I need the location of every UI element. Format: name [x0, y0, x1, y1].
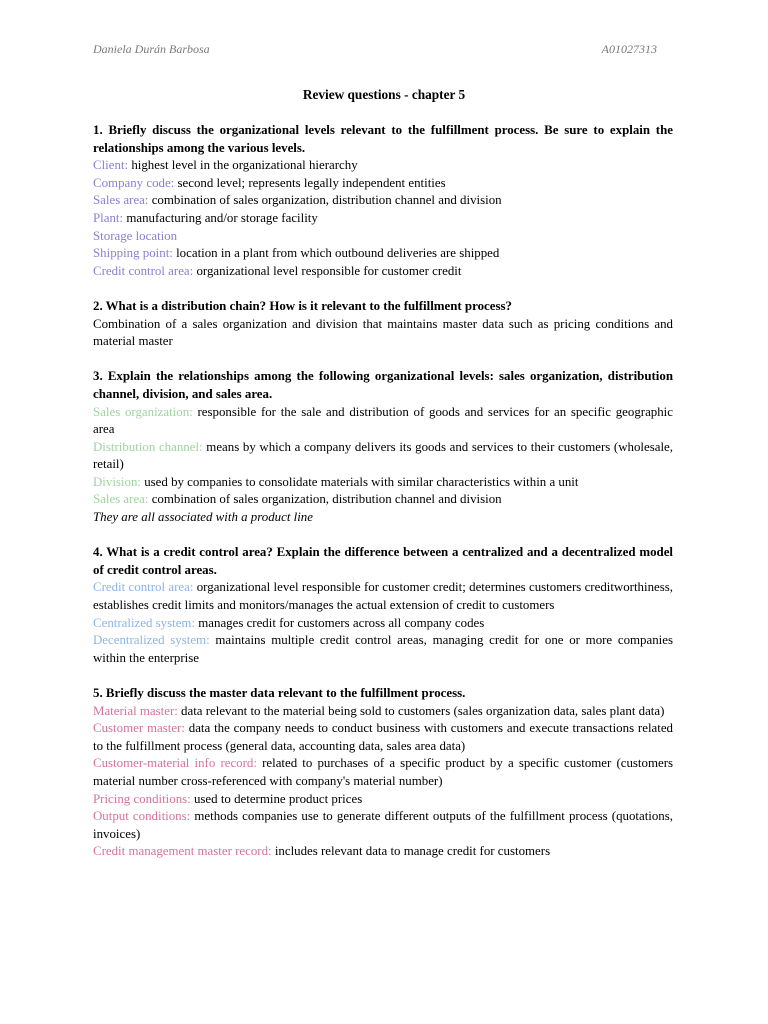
definition: used by companies to consolidate materials with similar characteristics within a unit	[141, 474, 579, 489]
term-client: Client:	[93, 158, 129, 173]
answer-item	[93, 791, 673, 809]
answer-item	[93, 404, 673, 439]
section-1	[93, 122, 673, 280]
definition: responsible for the sale and distribution of goods and services for an specific geographic area	[93, 404, 673, 437]
definition: means by which a company delivers its goods and services to their customers (wholesale, retail)	[93, 439, 673, 472]
term-material-master: Material master:	[93, 703, 178, 718]
answer-item	[93, 632, 673, 667]
definition: combination of sales organization, distribution channel and division	[148, 193, 502, 208]
definition: organizational level responsible for customer credit; determines customers creditworthiness, establishes credit limits and monitors/manages the actual extension of credit to customers	[93, 580, 674, 613]
section-3	[93, 368, 673, 526]
answer-note: They are all associated with a product line	[93, 510, 313, 525]
student-id: A01027313	[601, 42, 657, 56]
answer-item	[93, 228, 673, 246]
answer-item	[93, 491, 673, 509]
definition: combination of sales organization, distribution channel and division	[148, 492, 502, 507]
page-header	[93, 42, 657, 57]
definition: maintains multiple credit control areas, managing credit for one or more companies within the enterprise	[93, 633, 673, 665]
document-title: Review questions - chapter 5	[302, 87, 466, 102]
term-plant: Plant:	[93, 210, 124, 225]
answer-item	[93, 439, 673, 474]
definition: manufacturing and/or storage facility	[123, 210, 318, 225]
definition: includes relevant data to manage credit for customers	[271, 844, 551, 859]
answer-item	[93, 720, 673, 755]
question-4: 4. What is a credit control area? Explain the difference between a centralized and a decentralized model of credit control areas.	[93, 545, 673, 577]
document-body	[93, 122, 673, 879]
question-5: 5. Briefly discuss the master data relevant to the fulfillment process.	[93, 686, 466, 700]
answer-item	[93, 808, 673, 843]
author-name: Daniela Durán Barbosa	[93, 42, 210, 56]
section-2	[93, 298, 673, 351]
answer-item	[93, 474, 673, 492]
definition: related to purchases of a specific product by a specific customer (customers material number cross-referenced with company's material number)	[93, 756, 674, 788]
section-5	[93, 685, 673, 861]
answer-item	[93, 703, 673, 721]
answer-item	[93, 615, 673, 633]
term-credit-control-area: Credit control area:	[93, 263, 194, 278]
term-sales-area: Sales area:	[93, 193, 149, 208]
term-customer-master: Customer master:	[93, 721, 185, 736]
definition: data the company needs to conduct business with customers and execute transactions related to the fulfillment process (general data, accounting data, sales area data)	[93, 721, 673, 753]
answer-item	[93, 157, 673, 175]
question-3: 3. Explain the relationships among the following organizational levels: sales organization, distribution channel, division, and sales area.	[93, 369, 673, 401]
answer-item	[93, 192, 673, 210]
term-decentralized-system: Decentralized system:	[93, 633, 210, 648]
term-distribution-channel: Distribution channel:	[93, 439, 203, 454]
question-2: 2. What is a distribution chain? How is it relevant to the fulfillment process?	[93, 298, 512, 313]
definition: data relevant to the material being sold to customers (sales organization data, sales plant data)	[177, 703, 665, 718]
term-credit-control-area: Credit control area:	[93, 580, 194, 595]
term-credit-management-master-record: Credit management master record:	[93, 844, 272, 859]
definition: methods companies use to generate different outputs of the fulfillment process (quotations, invoices)	[93, 809, 673, 841]
term-storage-location: Storage location	[93, 228, 178, 243]
definition: manages credit for customers across all company codes	[195, 615, 485, 630]
answer-item	[93, 755, 673, 790]
section-4	[93, 544, 673, 667]
question-1: 1. Briefly discuss the organizational levels relevant to the fulfillment process. Be sure to explain the relationships among the various levels.	[93, 123, 673, 155]
term-division: Division:	[93, 474, 141, 489]
term-pricing-conditions: Pricing conditions:	[93, 791, 191, 806]
definition: second level; represents legally independent entities	[174, 175, 446, 190]
answer-item	[93, 175, 673, 193]
term-sales-organization: Sales organization:	[93, 404, 193, 419]
term-shipping-point: Shipping point:	[93, 246, 173, 261]
term-output-conditions: Output conditions:	[93, 809, 191, 824]
definition: used to determine product prices	[190, 791, 363, 806]
term-centralized-system: Centralized system:	[93, 615, 196, 630]
answer-item	[93, 843, 673, 861]
definition: organizational level responsible for customer credit	[193, 263, 462, 278]
definition: location in a plant from which outbound deliveries are shipped	[172, 246, 500, 261]
term-customer-material-info-record: Customer-material info record:	[93, 756, 257, 771]
answer-item	[93, 210, 673, 228]
answer-item	[93, 579, 673, 614]
answer-item	[93, 245, 673, 263]
definition: highest level in the organizational hierarchy	[128, 158, 358, 173]
answer-text: Combination of a sales organization and division that maintains master data such as pricing conditions and material master	[93, 316, 673, 349]
term-sales-area: Sales area:	[93, 492, 149, 507]
term-company-code: Company code:	[93, 175, 175, 190]
answer-item	[93, 263, 673, 281]
